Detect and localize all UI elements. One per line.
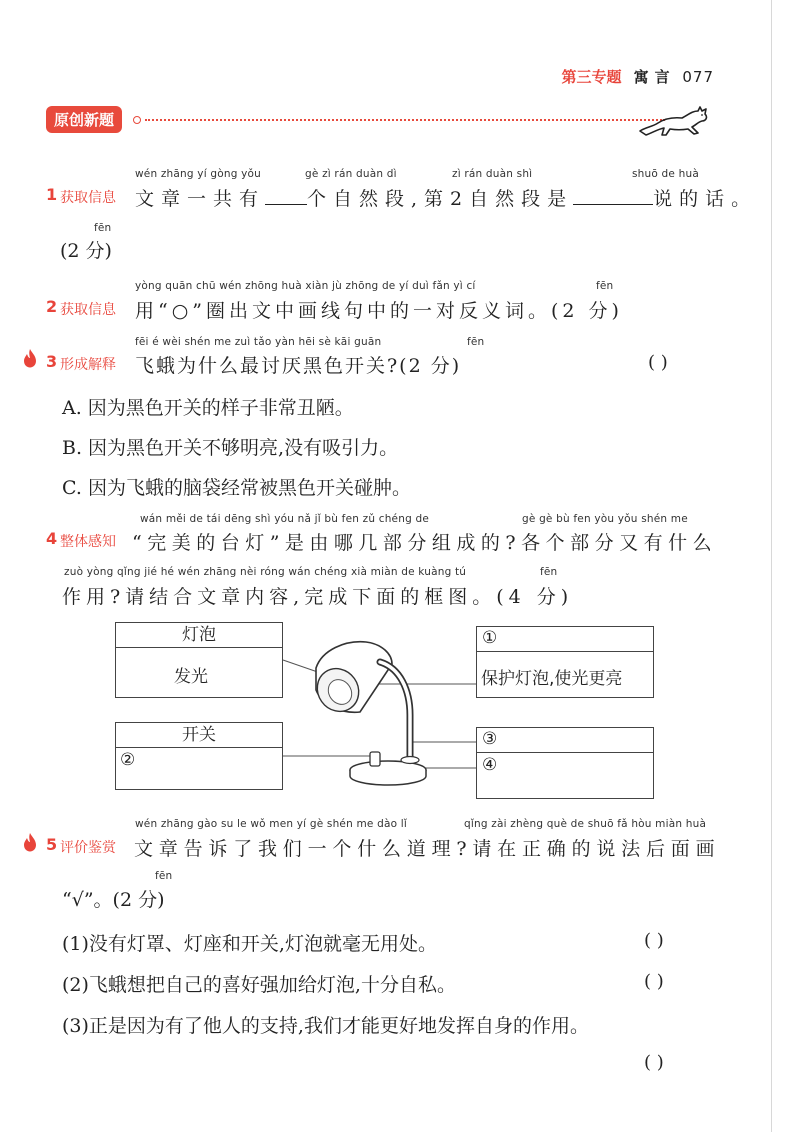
q3-tag: 形成解释	[60, 357, 116, 373]
q1-tag: 获取信息	[60, 190, 116, 206]
q5-item-3: (3)正是因为有了他人的支持,我们才能更好地发挥自身的作用。	[62, 1015, 589, 1037]
q1-pinyin-4: shuō de huà	[632, 168, 699, 180]
bulb-title: 灯泡	[116, 623, 282, 648]
q1-pinyin-fen: fēn	[94, 222, 112, 234]
flame-icon-2	[23, 832, 37, 852]
q5-line-1: 文章告诉了我们一个什么道理?请在正确的说法后面画	[134, 838, 721, 860]
q4-pinyin-1: wán měi de tái dēng shì yóu nǎ jǐ bù fen zǔ chéng de	[140, 513, 429, 525]
q4-pinyin-1b: gè gè bù fen yòu yǒu shén me	[522, 513, 688, 525]
q5-number: 5	[46, 835, 58, 854]
q3-pinyin-fen: fēn	[467, 336, 485, 348]
q4-pinyin-fen: fēn	[540, 566, 558, 578]
shade-number[interactable]: ①	[482, 628, 498, 648]
q3-answer-paren[interactable]: ( )	[648, 352, 668, 373]
bulb-desc: 发光	[174, 667, 208, 687]
q1-number: 1	[46, 185, 58, 204]
q5-item-2: (2)飞蛾想把自己的喜好强加给灯泡,十分自私。	[62, 974, 456, 996]
q5-pinyin: wén zhāng gào su le wǒ men yí gè shén me dào lǐ	[135, 818, 407, 830]
switch-blank[interactable]: ②	[120, 750, 136, 770]
section-badge: 原创新题	[46, 106, 122, 133]
page-number: 077	[682, 68, 714, 86]
q2-pinyin-fen: fēn	[596, 280, 614, 292]
q4-line-1: “完美的台灯”是由哪几部分组成的?各个部分又有什么	[132, 532, 718, 554]
q1-text-1: 文章一共有	[135, 188, 266, 210]
q1-pinyin-2: gè zì rán duàn dì	[305, 168, 397, 180]
base-number-3[interactable]: ③	[482, 729, 498, 749]
header-topic: 第三专题	[561, 68, 622, 86]
q1-score: (2 分)	[60, 240, 112, 262]
q3-number: 3	[46, 352, 58, 371]
q5-item-2-paren[interactable]: ( )	[644, 971, 664, 992]
q5-pinyin-b: qǐng zài zhèng què de shuō fǎ hòu miàn huà	[464, 818, 707, 830]
q4-tag: 整体感知	[60, 534, 116, 550]
switch-title: 开关	[116, 723, 282, 748]
q2-number: 2	[46, 297, 58, 316]
q5-item-1-paren[interactable]: ( )	[644, 930, 664, 951]
q5-item-1: (1)没有灯罩、灯座和开关,灯泡就毫无用处。	[62, 933, 437, 955]
q1-pinyin-1: wén zhāng yí gòng yǒu	[135, 168, 262, 180]
q3-text: 飞蛾为什么最讨厌黑色开关?(2 分)	[135, 355, 462, 377]
q5-item-3-paren[interactable]: ( )	[644, 1052, 664, 1073]
q1-pinyin-3: zì rán duàn shì	[452, 168, 533, 180]
q4-line-2: 作用?请结合文章内容,完成下面的框图。(4 分)	[62, 586, 574, 608]
q3-option-b: B. 因为黑色开关不够明亮,没有吸引力。	[62, 437, 399, 459]
q5-pinyin-fen: fēn	[155, 870, 173, 882]
base-number-4[interactable]: ④	[482, 755, 498, 775]
q2-pinyin: yòng quān chū wén zhōng huà xiàn jù zhōng de yí duì fǎn yì cí	[135, 280, 476, 292]
q4-pinyin-2: zuò yòng qǐng jié hé wén zhāng nèi róng wán chéng xià miàn de kuàng tú	[64, 566, 467, 578]
q1-text-2: 个自然段,第2自然段是	[307, 188, 574, 210]
q3-pinyin: fēi é wèi shén me zuì tǎo yàn hēi sè kāi guān	[135, 336, 382, 348]
header-unit: 寓言	[633, 68, 676, 86]
q2-text: 用“○”圈出文中画线句中的一对反义词。(2 分)	[135, 300, 623, 322]
q2-tag: 获取信息	[60, 302, 116, 318]
q4-number: 4	[46, 529, 58, 548]
q3-option-a: A. 因为黑色开关的样子非常丑陋。	[62, 397, 354, 419]
q5-tag: 评价鉴赏	[60, 840, 116, 856]
q1-text-3: 说的话。	[653, 188, 758, 210]
shade-desc: 保护灯泡,使光更亮	[481, 669, 623, 689]
q5-line-2: “√”。(2 分)	[62, 889, 165, 911]
q3-option-c: C. 因为飞蛾的脑袋经常被黑色开关碰肿。	[62, 477, 411, 499]
